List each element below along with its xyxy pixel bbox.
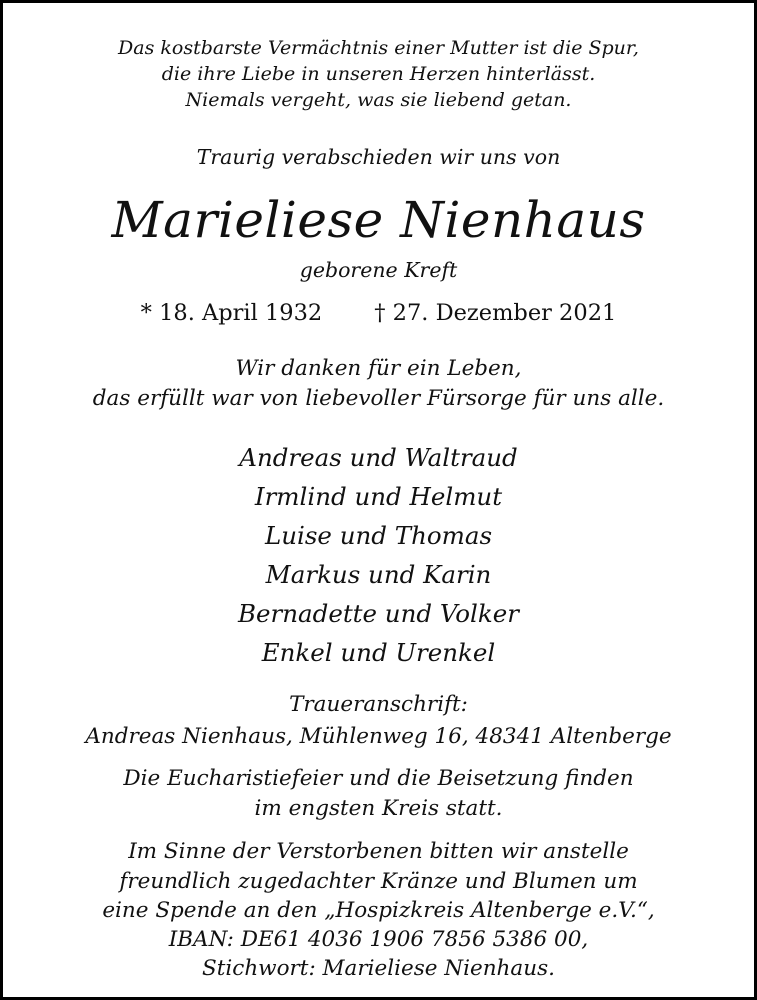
- life-dates: [3, 302, 754, 325]
- deceased-name: Marieliese Nienhaus: [111, 191, 646, 249]
- intro-text: Traurig verabschieden wir uns von: [196, 145, 561, 169]
- donation-line: Im Sinne der Verstorbenen bitten wir anstelle: [128, 839, 629, 864]
- thanks-line: das erfüllt war von liebevoller Fürsorge für uns alle.: [92, 386, 665, 411]
- mourner-line: Markus und Karin: [265, 560, 492, 589]
- mourner-line: Irmlind und Helmut: [254, 482, 503, 511]
- service-line: im engsten Kreis statt.: [254, 796, 503, 821]
- donation-line: IBAN: DE61 4036 1906 7856 5386 00,: [168, 927, 589, 952]
- birth-date: * 18. April 1932: [140, 300, 323, 326]
- address-label: Traueranschrift:: [289, 692, 468, 717]
- donation-line: freundlich zugedachter Kränze und Blumen um: [119, 869, 638, 894]
- thanks-line: Wir danken für ein Leben,: [235, 356, 522, 381]
- death-date: † 27. Dezember 2021: [374, 300, 617, 326]
- mourner-line: Bernadette und Volker: [238, 599, 519, 628]
- mourner-line: Andreas und Waltraud: [239, 443, 518, 472]
- service-line: Die Eucharistiefeier und die Beisetzung finden: [123, 766, 634, 791]
- mourner-line: Luise und Thomas: [264, 521, 493, 550]
- donation-line: Stichwort: Marieliese Nienhaus.: [202, 956, 555, 981]
- motto-line: Niemals vergeht, was sie liebend getan.: [185, 89, 572, 111]
- donation-line: eine Spende an den „Hospizkreis Altenberge e.V.“,: [102, 898, 655, 923]
- birth-name: geborene Kreft: [299, 258, 458, 282]
- address-line: Andreas Nienhaus, Mühlenweg 16, 48341 Altenberge: [85, 724, 672, 749]
- motto-line: Das kostbarste Vermächtnis einer Mutter ist die Spur,: [118, 37, 639, 59]
- mourner-line: Enkel und Urenkel: [261, 638, 496, 667]
- motto-line: die ihre Liebe in unseren Herzen hinterlässt.: [161, 63, 596, 85]
